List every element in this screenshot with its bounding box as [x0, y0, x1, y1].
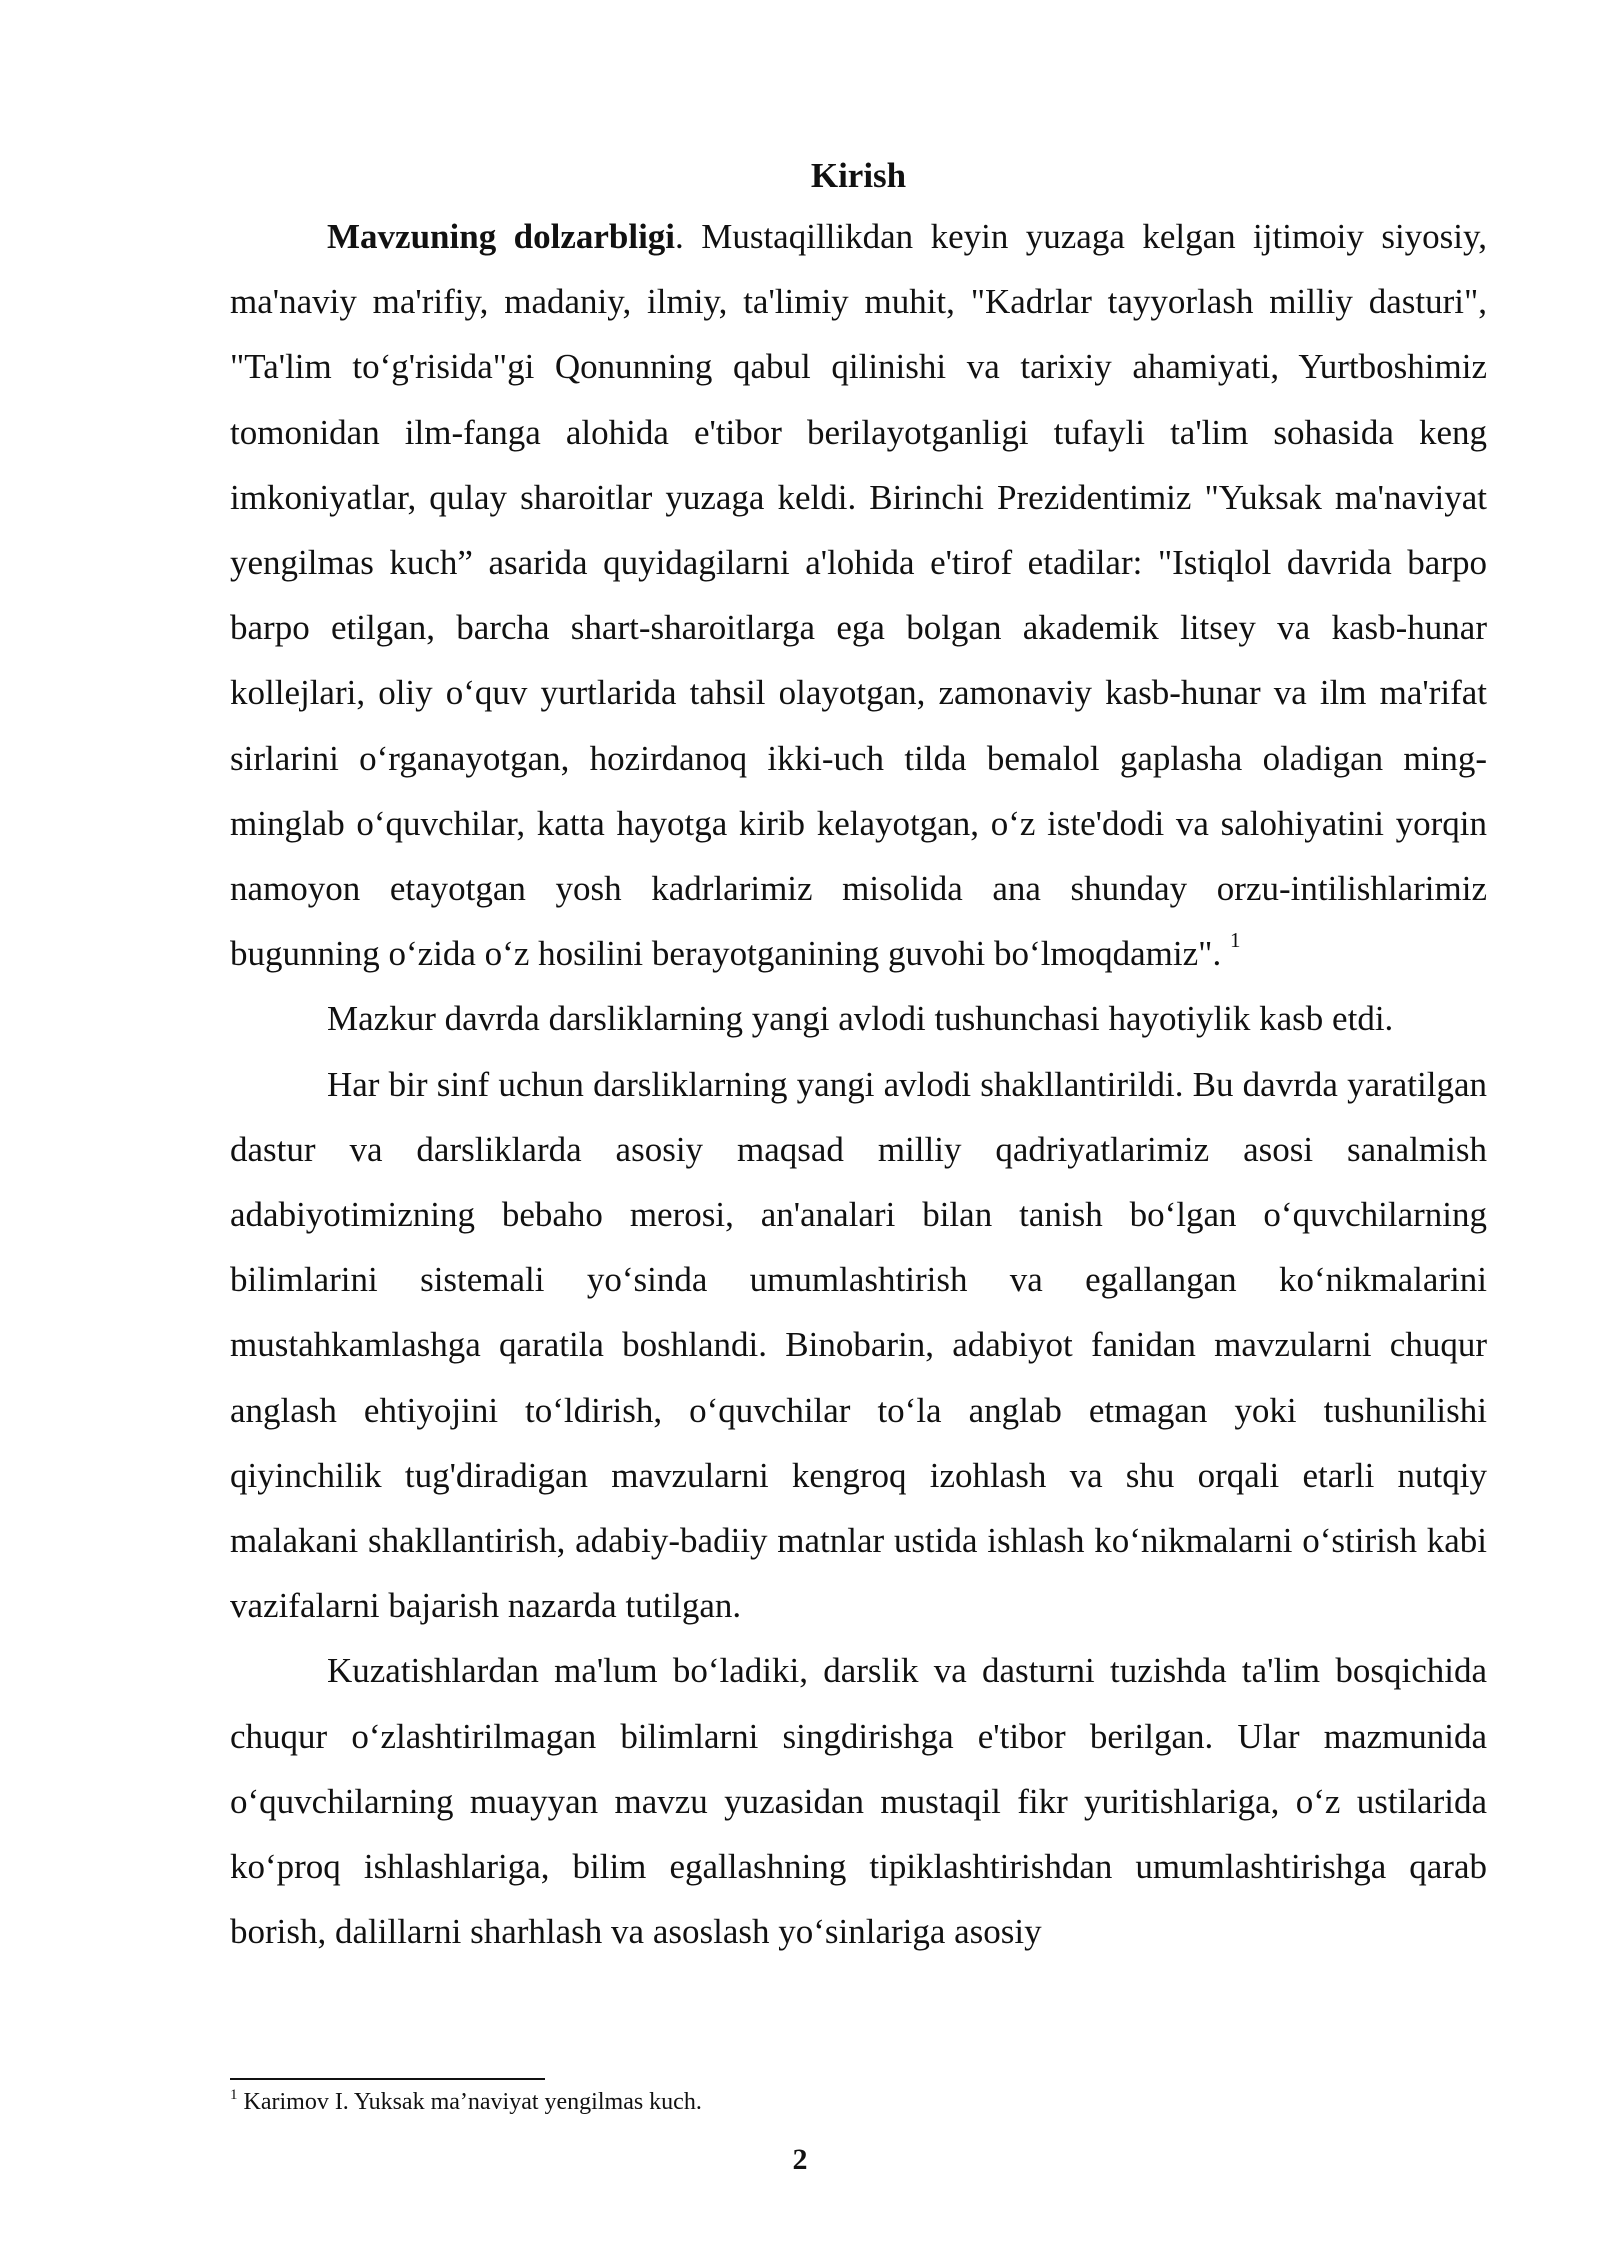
footnote-marker: 1 — [230, 2087, 238, 2103]
section-title: Kirish — [810, 156, 907, 195]
paragraph: Mazkur davrda darsliklarning yangi avlodi tushunchasi hayotiylik kasb etdi. — [327, 999, 1394, 1039]
paragraph-lead-heading: Mavzuning dolzarbligi — [327, 217, 676, 256]
footnote-separator — [230, 2078, 545, 2080]
footnote-text: Karimov I. Yuksak ma’naviyat yengilmas kuch. — [237, 2089, 702, 2115]
page-number: 2 — [792, 2143, 808, 2176]
paragraph: Har bir sinf uchun darsliklarning yangi avlodi shakllantirildi. Bu davrda yaratilgan dastur va darsliklarda asosiy maqsad milliy qadriyatlarimiz asosi sanalmish adabiyotimizning bebaho merosi, an'analari bilan tanish bo‘lgan o‘quvchilarning bilimlarini sistemali yo‘sinda umumlashtirish va egallangan ko‘nikmalarini mustahkamlashga qaratila boshlandi. Binobarin, adabiyot fanidan mavzularni chuqur anglash ehtiyojini to‘ldirish, o‘quvchilar to‘la anglab etmagan yoki tushunilishi qiyinchilik tug'diradigan mavzularni kengroq izohlash va shu orqali etarli nutqiy malakani shakllantirish, adabiy-badiiy matnlar ustida ishlash ko‘nikmalarni o‘stirish kabi vazifalarni bajarish nazarda tutilgan. — [230, 1064, 1487, 1626]
paragraph-relevance — [230, 204, 1487, 986]
paragraph: Kuzatishlardan ma'lum bo‘ladiki, darslik va dasturni tuzishda ta'lim bosqichida chuqur o‘zlashtirilmagan bilimlarni singdirishga e'tibor berilgan. Ular mazmunida o‘quvchilarning muayyan mavzu yuzasidan mustaqil fikr yuritishlariga, o‘z ustilarida ko‘proq ishlashlariga, bilim egallashning tipiklashtirishdan umumlashtirishga qarab borish, dalillarni sharhlash va asoslash yo‘sinlariga asosiy — [230, 1651, 1487, 1952]
page-body — [230, 148, 1487, 1964]
footnote — [230, 2085, 1487, 2119]
paragraph-text: . Mustaqillikdan keyin yuzaga kelgan ijtimoiy siyosiy, ma'naviy ma'rifiy, madaniy, ilmiy, ta'limiy muhit, "Kadrlar tayyorlash milliy dasturi", "Ta'lim to‘g'risida"gi Qonunning qabul qilinishi va tarixiy ahamiyati, Yurtboshimiz tomonidan ilm-fanga alohida e'tibor berilayotganligi tufayli ta'lim sohasida keng imkoniyatlar, qulay sharoitlar yuzaga keldi. Birinchi Prezidentimiz "Yuksak ma'naviyat yengilmas kuch” asarida quyidagilarni a'lohida e'tirof etadilar: "Istiqlol davrida barpo barpo etilgan, barcha shart-sharoitlarga ega bolgan akademik litsey va kasb-hunar kollejlari, oliy o‘quv yurtlarida tahsil olayotgan, zamonaviy kasb-hunar va ilm ma'rifat sirlarini o‘rganayotgan, hozirdanoq ikki-uch tilda bemalol gaplasha oladigan ming-minglab o‘quvchilar, katta hayotga kirib kelayotgan, o‘z iste'dodi va salohiyatini yorqin namoyon etayotgan yosh kadrlarimiz misolida ana shunday orzu-intilishlarimiz bugunning o‘zida o‘z hosilini berayotganining guvohi bo‘lmoqdamiz". — [230, 217, 1487, 974]
footnote-reference[interactable]: 1 — [1229, 928, 1241, 953]
